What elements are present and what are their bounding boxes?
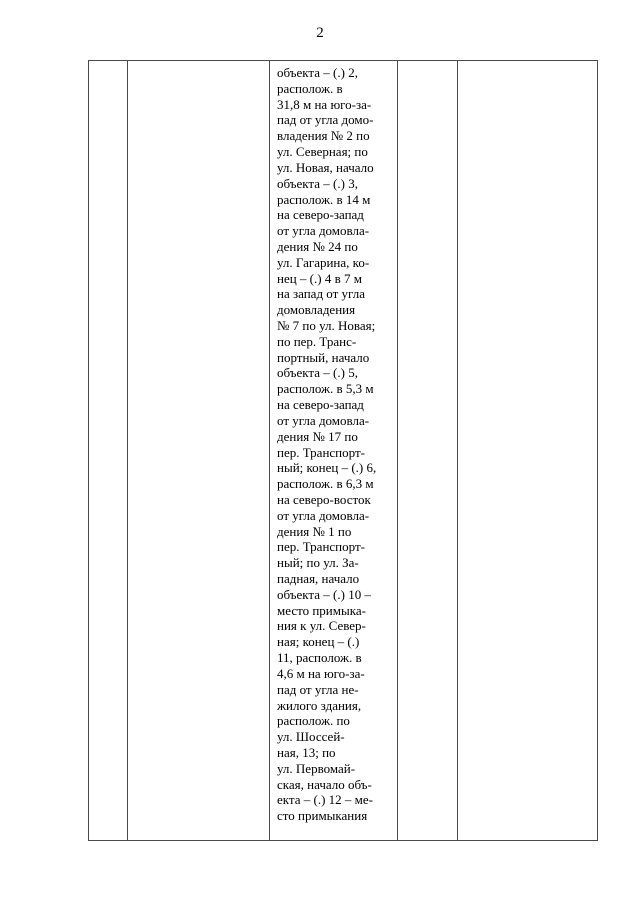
cell-text-line: располож. в 5,3 м [277, 381, 374, 397]
cell-text-line: располож. в [277, 80, 343, 96]
cell-text-line: на запад от угла [277, 286, 365, 302]
cell-text-line: от угла домовла- [277, 223, 370, 239]
cell-text-line: ул. Новая, начало [277, 159, 374, 175]
cell-text-line: ул. Северная; по [277, 144, 368, 160]
cell-text-line: дения № 24 по [277, 238, 358, 254]
cell-text-line: располож. в 14 м [277, 191, 371, 207]
column-divider-1 [127, 61, 128, 840]
cell-text-line: ная; конец – (.) [277, 634, 360, 650]
cell-text-line: 4,6 м на юго-за- [277, 665, 365, 681]
cell-text-line: пер. Транспорт- [277, 539, 365, 555]
cell-text-line: ная, 13; по [277, 744, 336, 760]
page-number: 2 [316, 25, 324, 41]
cell-text-line: пад от угла не- [277, 681, 359, 697]
cell-text-line: ния к ул. Север- [277, 618, 366, 634]
cell-text-line: от угла домовла- [277, 412, 370, 428]
cell-text-line: 31,8 м на юго-за- [277, 96, 372, 112]
document-table [88, 60, 598, 841]
cell-text-line: екта – (.) 12 – ме- [277, 792, 374, 808]
cell-text-line: объекта – (.) 5, [277, 365, 358, 381]
cell-text-line: пад от угла домо- [277, 112, 374, 128]
cell-text-line: портный, начало [277, 349, 370, 365]
cell-text-line: ный; конец – (.) 6, [277, 460, 377, 476]
column-divider-4 [457, 61, 458, 840]
cell-text-line: на северо-запад [277, 397, 364, 413]
cell-text-line: располож. по [277, 713, 350, 729]
cell-text-line: ская, начало объ- [277, 776, 372, 792]
cell-text-line: № 7 по ул. Новая; [277, 318, 376, 333]
cell-text-line: 11, располож. в [277, 650, 362, 666]
cell-text-line: дения № 1 по [277, 523, 352, 539]
table-cell-object-description [277, 65, 401, 824]
cell-text-line: дения № 17 по [277, 428, 358, 444]
cell-text-line: домовладения [277, 302, 356, 318]
cell-text-line: ул. Гагарина, ко- [277, 254, 370, 270]
cell-text-line: нец – (.) 4 в 7 м [277, 270, 362, 286]
cell-text-line: по пер. Транс- [277, 333, 357, 349]
column-divider-2 [269, 61, 270, 840]
cell-text-line: пер. Транспорт- [277, 444, 365, 460]
cell-text-line: располож. в 6,3 м [277, 476, 374, 492]
cell-text-line: на северо-восток [277, 491, 371, 507]
cell-text-line: объекта – (.) 10 – [277, 586, 371, 602]
cell-text-line: ный; по ул. За- [277, 555, 359, 571]
cell-text-line: ул. Шоссей- [277, 729, 345, 745]
cell-text-line: падная, начало [277, 571, 360, 586]
cell-text-line: владения № 2 по [277, 128, 370, 144]
cell-text-line: объекта – (.) 2, [277, 65, 358, 80]
cell-text-line: объекта – (.) 3, [277, 175, 358, 191]
cell-text-line: от угла домовла- [277, 507, 370, 523]
cell-text-line: ул. Первомай- [277, 760, 356, 776]
cell-text-line: сто примыкания [277, 808, 368, 824]
cell-text-line: на северо-запад [277, 207, 364, 223]
cell-text-line: жилого здания, [277, 697, 362, 713]
cell-text-line: место примыка- [277, 602, 366, 618]
